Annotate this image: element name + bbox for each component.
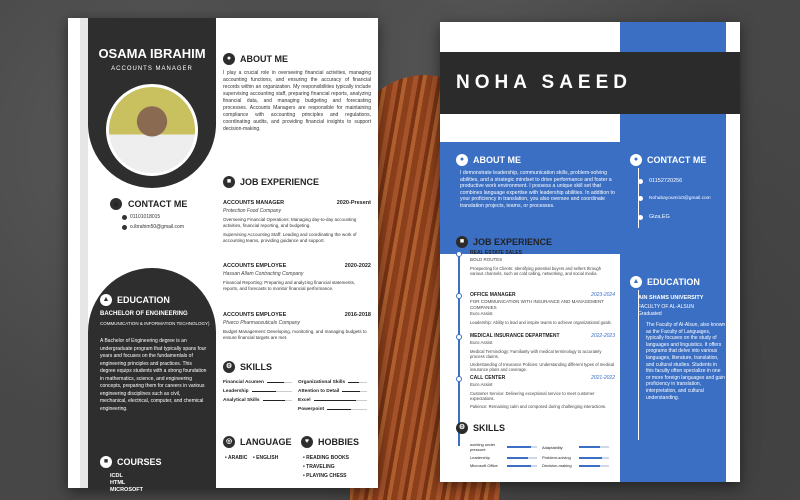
briefcase-icon: ■ bbox=[223, 176, 235, 188]
skill-item: Excel bbox=[298, 398, 373, 403]
contact-section bbox=[88, 198, 216, 230]
about-text: I demonstrate leadership, communication skills, problem-solving abilities, and a strategic mindset to drive performance and foster a productive work environment. I possess a unique skill set that combines language expertise with leadership abilities. In addition to your proficiency in translation, you also oversee and coordinate translation projects, teams, or processes. bbox=[460, 170, 615, 209]
job-entry: ACCOUNTS EMPLOYEE 2016-2018 Pharco Pharmaceuticals Company Budget Management: Developing, monitoring, and managing budgets to ensure financial targets are met. bbox=[223, 312, 371, 340]
main-column bbox=[223, 18, 373, 488]
skill-item: Organizational Skills bbox=[298, 380, 373, 385]
hobby-item: • TRAVELING bbox=[303, 464, 335, 470]
email: o.ibrahim50@gmail.com bbox=[88, 224, 216, 230]
about-text: I play a crucial role in overseeing financial activities, managing accounting functions, and ensuring the accuracy of financial records within an organization. My responsibilities typically include supervising accounting staff, preparing financial reports, analyzing financial data, and managing budgeting and forecasting processes. Accounts Managers are responsible for maintaining compliance with accounting principles and regulations, coordinating audits, and providing financial insights to support decision-making. bbox=[223, 70, 371, 132]
name: NOHA SAEED bbox=[456, 72, 632, 93]
email-icon bbox=[122, 225, 127, 230]
experience-heading: ■ JOB EXPERIENCE bbox=[456, 236, 552, 248]
name: OSAMA IBRAHIM bbox=[98, 46, 206, 61]
resume-noha bbox=[440, 22, 740, 482]
phone: 01101018015 bbox=[88, 214, 216, 220]
timeline bbox=[458, 248, 460, 446]
skill-item: Leadership bbox=[470, 455, 542, 460]
skill-item: Leadership bbox=[223, 389, 298, 394]
hobby-item: • READING BOOKS bbox=[303, 455, 349, 461]
phone: 01152720256 bbox=[638, 178, 728, 184]
skills-heading: ⚙ SKILLS bbox=[456, 422, 505, 434]
skill-item bbox=[223, 407, 298, 412]
graduation-cap-icon: ▲ bbox=[630, 276, 642, 288]
name-band bbox=[440, 52, 740, 114]
education-text: A Bachelor of Engineering degree is an undergraduate program that typically spans four years and focuses on the fundamentals of engineering principles and practices. This degree equips students with a strong foundation in mathematics, science, and engineering concepts, preparing them for careers in various engineering disciplines such as civil, mechanical, electrical, computer, and chemical engineering. bbox=[100, 338, 207, 412]
location: Giza,EG bbox=[638, 214, 728, 220]
degree-sub: COMMUNICATION & INFORMATION TECHNOLOGY) bbox=[100, 321, 210, 326]
briefcase-icon: ■ bbox=[456, 236, 468, 248]
course-item: MICROSOFT bbox=[110, 487, 143, 493]
education-heading: ▲ EDUCATION bbox=[100, 294, 170, 306]
skill-item: Analytical Skills bbox=[223, 398, 298, 403]
skill-item: Microsoft Office bbox=[470, 463, 542, 468]
job-entry: OFFICE MANAGER 2023-2024 FOR COMMUNICATION WITH INSURANCE AND MANAGEMENT COMPANIES Euro Assist Leadership: Ability to lead and inspire teams to achieve organizational goals. bbox=[470, 292, 615, 325]
timeline-dot bbox=[456, 334, 462, 340]
person-icon: ● bbox=[630, 154, 642, 166]
skill-item: working under pressure bbox=[470, 442, 542, 452]
profile-photo bbox=[106, 84, 198, 176]
skill-item: Decision-making bbox=[542, 463, 614, 468]
timeline-dot bbox=[456, 376, 462, 382]
sidebar bbox=[88, 18, 216, 493]
left-stripe bbox=[80, 18, 88, 488]
job-entry: CALL CENTER 2021-2022 Euro Assist Customer Service: Delivering exceptional service to meet customer expectations. Patience: Remaining calm and composed during challenging interactions. bbox=[470, 375, 615, 409]
email: Nohabayoumi10@gmail.com bbox=[638, 196, 728, 201]
courses-heading: ■ COURSES bbox=[100, 456, 162, 468]
hobbies-list bbox=[303, 454, 349, 481]
degree: BACHELOR OF ENGINEERING bbox=[100, 311, 188, 317]
about-heading: ● ABOUT ME bbox=[223, 53, 288, 65]
job-entry: ACCOUNTS MANAGER 2020-Present Protection Food Company Overseeing Financial Operations: Managing day-to-day accounting activities, financial reporting, and budgeting. Supervising Accounting Staff: Leading and coordinating the work of accounting teams, providing guidance and support. bbox=[223, 200, 371, 243]
sidebar-bottom bbox=[88, 268, 216, 493]
book-icon: ■ bbox=[100, 456, 112, 468]
language-item: • ARABIC bbox=[225, 455, 248, 461]
gear-icon: ⚙ bbox=[223, 361, 235, 373]
language-item: • ENGLISH bbox=[252, 455, 279, 461]
heart-icon: ♥ bbox=[301, 436, 313, 448]
skill-item: Attention to Detail bbox=[298, 389, 373, 394]
timeline-dot bbox=[456, 293, 462, 299]
globe-icon: ◎ bbox=[223, 436, 235, 448]
experience-heading: ■ JOB EXPERIENCE bbox=[223, 176, 319, 188]
job-entry: MEDICAL INSURANCE DEPARTMENT 2022-2023 Euro Assist Medical Terminology: Familiarity with medical terminology to accurately process claims. Understanding of Insurance Policies: Understanding different types of medical insurance plans and coverage. bbox=[470, 333, 615, 373]
course-item: ICDL bbox=[110, 473, 123, 479]
skill-item: Powerpoint bbox=[298, 407, 373, 412]
education-text: The Faculty of Al-Alsun, also known as the Faculty of Languages, typically focuses on the study of languages and linguistics. It offers programs that delve into various languages, literature, translation, and cultural studies. Students in this faculty often specialize in one or more foreign languages and gain proficiency in translation, interpretation, and cultural understanding. bbox=[646, 322, 726, 401]
skills-heading: ⚙ SKILLS bbox=[223, 361, 272, 373]
hobby-item: • PLAYING CHESS bbox=[303, 473, 347, 479]
sidebar-header bbox=[88, 18, 216, 188]
phone-icon bbox=[638, 179, 643, 184]
timeline-dot bbox=[456, 251, 462, 257]
courses-list bbox=[110, 473, 143, 494]
skill-item: Problem-solving bbox=[542, 455, 614, 460]
contact-heading: ● CONTACT ME bbox=[630, 154, 706, 166]
language-heading: ◎ LANGUAGE bbox=[223, 436, 292, 448]
language-list bbox=[225, 454, 278, 463]
skill-item: Financial Acumen bbox=[223, 380, 298, 385]
person-icon: ● bbox=[223, 53, 235, 65]
about-heading: ● ABOUT ME bbox=[456, 154, 521, 166]
graduation-cap-icon: ▲ bbox=[100, 294, 112, 306]
gear-icon: ⚙ bbox=[456, 422, 468, 434]
hobbies-heading: ♥ HOBBIES bbox=[301, 436, 359, 448]
job-entry: ACCOUNTS EMPLOYEE 2020-2022 Hassan Allam Contracting Company Financial Reporting: Preparing and analyzing financial statements, reports, and forecasts to monitor financial performance. bbox=[223, 263, 371, 291]
job-entry: REAL ESTATE SALES 2024/4/10 - Now BOLD ROUTES Prospecting for Clients: Identifying potential buyers and sellers through various channels, such as cold calling, networking, and social media. bbox=[470, 250, 615, 276]
skills-grid bbox=[223, 380, 373, 416]
school: AIN SHAMS UNIVERSITY bbox=[638, 295, 704, 301]
faculty: FACULTY OF AL-ALSUN Graduated bbox=[638, 304, 694, 317]
contact-heading: ● CONTACT ME bbox=[88, 198, 216, 210]
phone-icon bbox=[122, 215, 127, 220]
person-icon: ● bbox=[456, 154, 468, 166]
resume-osama bbox=[68, 18, 378, 493]
location-icon bbox=[638, 215, 643, 220]
role: ACCOUNTS MANAGER bbox=[111, 66, 193, 72]
skills-grid bbox=[470, 442, 615, 471]
education-heading: ▲ EDUCATION bbox=[630, 276, 700, 288]
email-icon bbox=[638, 196, 643, 201]
person-icon: ● bbox=[110, 198, 122, 210]
skill-item: Adaptability bbox=[542, 442, 614, 452]
course-item: HTML bbox=[110, 480, 126, 486]
